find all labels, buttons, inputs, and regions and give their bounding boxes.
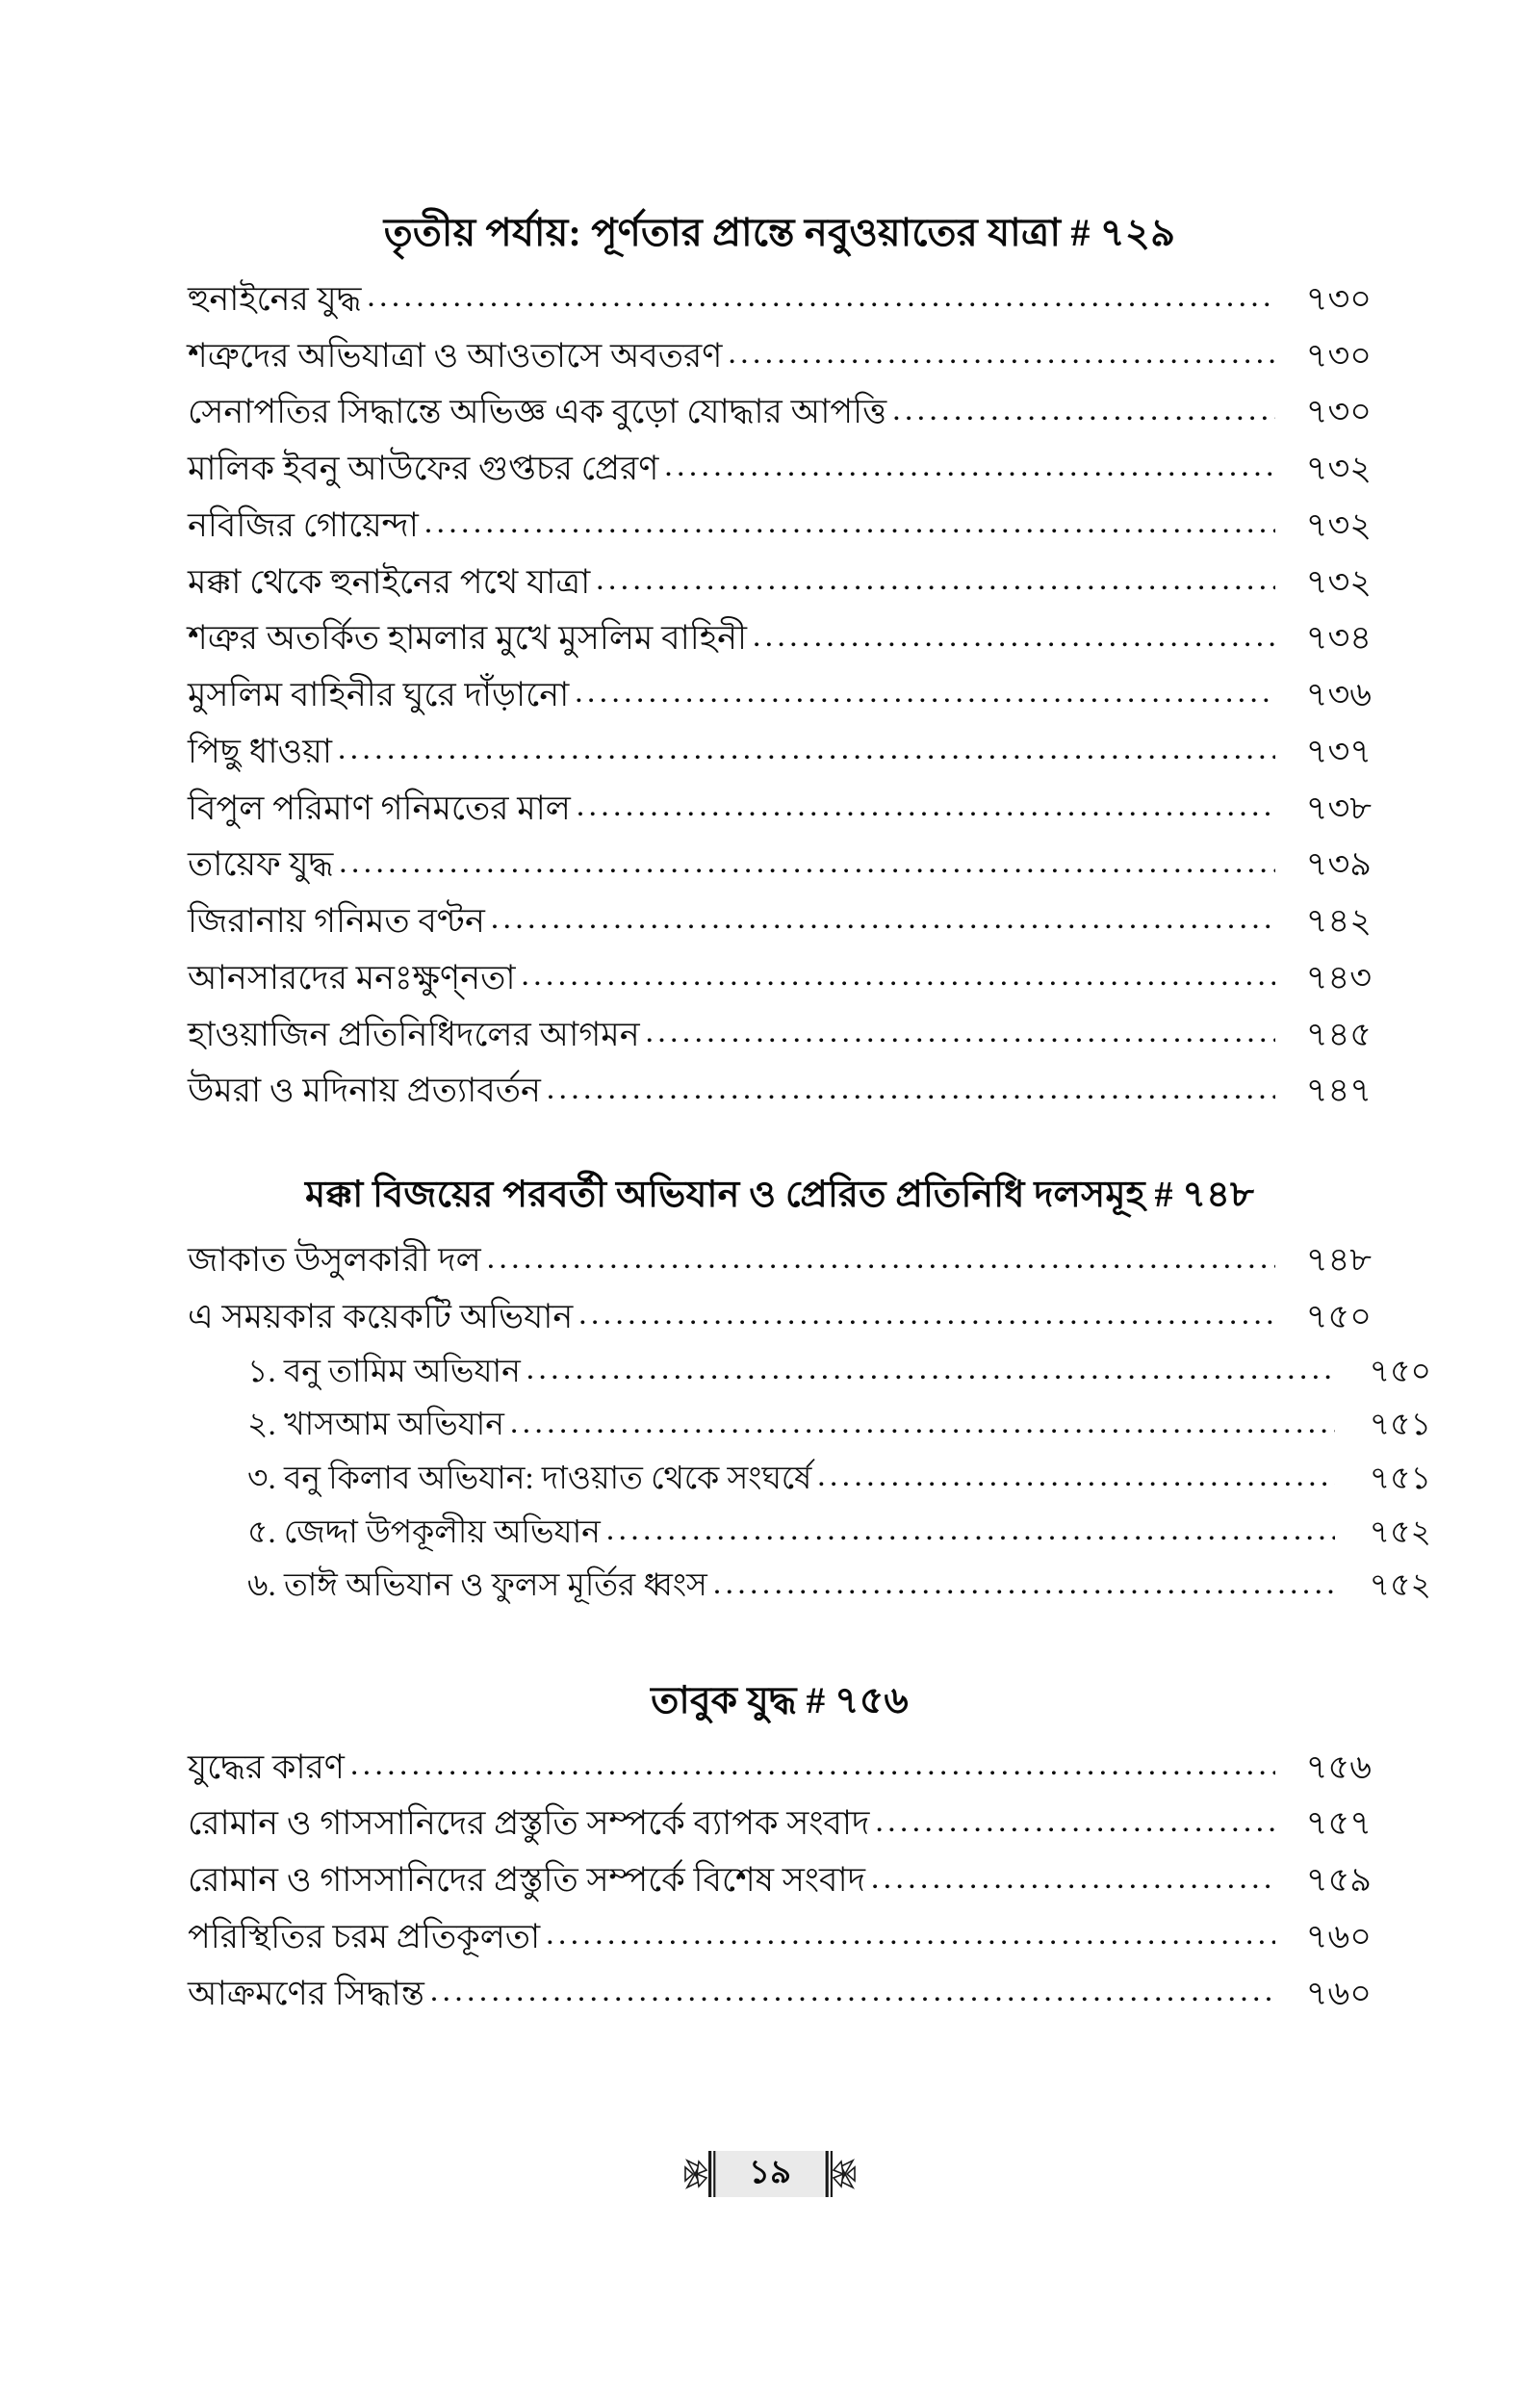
toc-entry[interactable] [188, 1298, 1372, 1336]
toc-entry-page: ৭৫৯ [1305, 1861, 1372, 1900]
toc-entry[interactable] [188, 620, 1372, 656]
toc-leader-dots [646, 1016, 1275, 1051]
floral-ornament-left-icon [683, 2149, 716, 2199]
toc-leader-dots [547, 1073, 1275, 1108]
toc-entry[interactable] [188, 1861, 1372, 1900]
toc-entry[interactable] [188, 1016, 1372, 1051]
toc-leader-dots [487, 1242, 1275, 1278]
toc-section-1 [188, 207, 1372, 1110]
page-number: ১৯ [716, 2151, 824, 2197]
toc-leader-dots [526, 1355, 1335, 1388]
toc-leader-dots [713, 1569, 1335, 1603]
toc-entry-page: ৭৩২ [1305, 450, 1372, 487]
toc-entry-page: ৭৫৬ [1305, 1747, 1372, 1786]
toc-entry[interactable] [188, 450, 1372, 485]
toc-entry-label: শত্রুর অতর্কিত হামলার মুখে মুসলিম বাহিনী [188, 619, 748, 658]
toc-list-3 [188, 1748, 1372, 2010]
toc-entry[interactable] [188, 1073, 1372, 1108]
section-heading-2: মক্কা বিজয়ের পরবর্তী অভিযান ও প্রেরিত প্রতিনিধি দলসমূহ # ৭৪৮ [304, 1175, 1255, 1216]
toc-entry-page: ৭৩৪ [1305, 619, 1372, 658]
toc-entry-label: নবিজির গোয়েন্দা [188, 505, 419, 544]
toc-leader-dots [575, 676, 1275, 712]
toc-leader-dots [892, 394, 1275, 429]
toc-entry-label: মুসলিম বাহিনীর ঘুরে দাঁড়ানো [188, 676, 570, 713]
toc-list-2 [188, 1241, 1431, 1604]
toc-leader-dots [430, 1975, 1275, 2010]
toc-entry-page: ৭৫১ [1369, 1461, 1431, 1496]
toc-entry[interactable] [188, 1748, 1372, 1784]
toc-entry-label: মক্কা থেকে হুনাইনের পথে যাত্রা [188, 562, 591, 601]
toc-leader-dots [596, 563, 1275, 599]
toc-leader-dots [339, 846, 1275, 882]
toc-entry-page: ৭৩৮ [1305, 789, 1372, 827]
toc-entry-label: হাওয়াজিন প্রতিনিধিদলের আগমন [188, 1015, 640, 1053]
toc-entry[interactable] [188, 1975, 1372, 2010]
section-spacer [188, 1622, 1372, 1676]
toc-entry-label: জিরানায় গনিমত বণ্টন [188, 902, 485, 940]
toc-entry-page: ৭৪৩ [1305, 958, 1372, 996]
section-heading-1: তৃতীয় পর্যায়: পূর্ণতার প্রান্তে নবুওয়াতের যাত্রা # ৭২৯ [383, 211, 1176, 254]
toc-entry-label: শত্রুদের অভিযাত্রা ও আওতাসে অবতরণ [188, 336, 723, 375]
toc-leader-dots [578, 1298, 1275, 1333]
toc-entry-page: ৭৪৭ [1305, 1072, 1372, 1110]
toc-leader-dots [606, 1515, 1335, 1549]
toc-entry-label: বিপুল পরিমাণ গনিমতের মাল [188, 789, 571, 827]
toc-entry[interactable] [188, 676, 1372, 712]
toc-entry-label: আনসারদের মনঃক্ষুণ্নতা [188, 958, 516, 996]
toc-entry-label: উমরা ও মদিনায় প্রত্যাবর্তন [188, 1072, 541, 1110]
toc-list-1 [188, 279, 1372, 1110]
section-heading-3: তাবুক যুদ্ধ # ৭৫৬ [651, 1680, 909, 1722]
toc-entry-page: ৭৩৭ [1305, 732, 1372, 770]
toc-entry-page: ৭৫৭ [1305, 1804, 1372, 1843]
toc-leader-dots [753, 620, 1275, 656]
toc-entry[interactable] [188, 789, 1372, 825]
toc-section-2 [188, 1171, 1431, 1604]
toc-leader-dots [522, 959, 1276, 995]
toc-entry-label: যুদ্ধের কারণ [188, 1747, 345, 1786]
toc-entry[interactable] [188, 733, 1372, 768]
toc-entry[interactable] [188, 1918, 1372, 1954]
toc-sub-entry[interactable] [188, 1462, 1431, 1495]
toc-leader-dots [871, 1861, 1275, 1897]
toc-entry[interactable] [188, 902, 1372, 938]
toc-entry-page: ৭৫০ [1305, 1298, 1372, 1336]
toc-entry-label: পিছু ধাওয়া [188, 732, 333, 770]
toc-leader-dots [491, 902, 1275, 938]
page-number-ornament [683, 2149, 857, 2199]
toc-entry-page: ৭৩৯ [1305, 845, 1372, 884]
toc-sub-entry[interactable] [188, 1355, 1431, 1388]
toc-entry-page: ৭৫০ [1369, 1354, 1431, 1389]
toc-entry-label: পরিস্থিতির চরম প্রতিকূলতা [188, 1917, 541, 1955]
toc-entry-label: রোমান ও গাসসানিদের প্রস্তুতি সম্পর্কে বিশেষ সংবাদ [188, 1861, 865, 1900]
toc-entry-label: মালিক ইবনু আউফের গুপ্তচর প্রেরণ [188, 450, 659, 487]
toc-entry-page: ৭৪২ [1305, 902, 1372, 940]
toc-entry-page: ৭৩০ [1305, 279, 1372, 318]
toc-entry-page: ৭৫২ [1369, 1514, 1431, 1550]
toc-entry-label: রোমান ও গাসসানিদের প্রস্তুতি সম্পর্কে ব্যাপক সংবাদ [188, 1804, 870, 1843]
toc-entry-label: হুনাইনের যুদ্ধ [188, 279, 362, 318]
section-spacer [188, 1128, 1372, 1171]
toc-entry-page: ৭৬০ [1305, 1974, 1372, 2012]
toc-leader-dots [510, 1409, 1335, 1442]
toc-leader-dots [728, 337, 1275, 373]
floral-ornament-right-icon [824, 2149, 857, 2199]
toc-entry-label: ১. বনু তামিম অভিযান [247, 1354, 521, 1389]
toc-entry[interactable] [188, 337, 1372, 373]
toc-entry[interactable] [188, 1805, 1372, 1841]
toc-leader-dots [350, 1748, 1275, 1784]
toc-entry-label: ২. খাসআম অভিযান [247, 1408, 504, 1443]
toc-section-3 [188, 1676, 1372, 2012]
toc-entry-page: ৭৩০ [1305, 336, 1372, 375]
page-footer [0, 2149, 1540, 2199]
toc-entry[interactable] [188, 846, 1372, 882]
toc-entry-page: ৭৩২ [1305, 505, 1372, 544]
toc-entry[interactable] [188, 959, 1372, 995]
toc-entry-page: ৭৫১ [1369, 1408, 1431, 1443]
toc-entry[interactable] [188, 506, 1372, 542]
toc-entry-page: ৭৩৬ [1305, 676, 1372, 713]
toc-entry-label: এ সময়কার কয়েকটি অভিযান [188, 1298, 574, 1336]
toc-leader-dots [817, 1462, 1335, 1495]
toc-sub-entry[interactable] [188, 1569, 1431, 1603]
toc-sub-entry[interactable] [188, 1515, 1431, 1549]
toc-entry-label: ৩. বনু কিলাব অভিযান: দাওয়াত থেকে সংঘর্ষে [247, 1461, 812, 1496]
toc-leader-dots [338, 733, 1275, 768]
toc-sub-entry[interactable] [188, 1409, 1431, 1442]
toc-entry-label: ৬. তাঈ অভিযান ও ফুলস মূর্তির ধ্বংস [247, 1568, 707, 1604]
toc-entry-page: ৭৩২ [1305, 562, 1372, 601]
toc-entry-page: ৭৩০ [1305, 393, 1372, 431]
toc-entry-page: ৭৫২ [1369, 1568, 1431, 1604]
toc-entry-label: তায়েফ যুদ্ধ [188, 845, 334, 884]
toc-entry[interactable] [188, 280, 1372, 316]
toc-leader-dots [424, 506, 1275, 542]
toc-entry-label: ৫. জেদ্দা উপকূলীয় অভিযান [247, 1514, 601, 1550]
toc-leader-dots [875, 1805, 1275, 1841]
toc-leader-dots [664, 450, 1275, 485]
toc-entry-label: জাকাত উসুলকারী দল [188, 1241, 481, 1280]
toc-leader-dots [577, 789, 1275, 825]
toc-leader-dots [546, 1918, 1275, 1954]
toc-entry-label: সেনাপতির সিদ্ধান্তে অভিজ্ঞ এক বুড়ো যোদ্ধার আপত্তি [188, 393, 887, 431]
toc-entry-page: ৭৪৮ [1305, 1241, 1372, 1280]
table-of-contents [188, 207, 1431, 2032]
toc-entry[interactable] [188, 394, 1372, 429]
toc-entry[interactable] [188, 1242, 1372, 1278]
toc-entry[interactable] [188, 563, 1372, 599]
toc-entry-page: ৭৬০ [1305, 1917, 1372, 1955]
toc-entry-page: ৭৪৫ [1305, 1015, 1372, 1053]
toc-entry-label: আক্রমণের সিদ্ধান্ত [188, 1974, 424, 2012]
toc-leader-dots [367, 280, 1275, 316]
